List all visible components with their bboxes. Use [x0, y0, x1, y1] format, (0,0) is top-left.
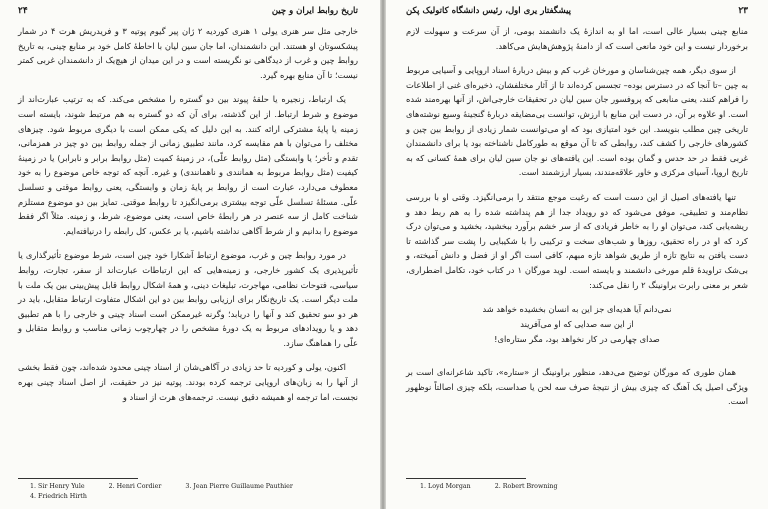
footnote-r1: 1. Loyd Morgan [420, 483, 471, 490]
right-footnotes [420, 482, 750, 492]
right-closing-body [406, 365, 748, 409]
poem-line-3: صدای چهارمی در کار نخواهد بود، مگر ستاره‌ای! [494, 334, 660, 345]
right-page [386, 0, 768, 509]
left-paragraph-4: اکنون، یولی و کوردیه تا حد زیادی در آگاهی‌شان از اسناد چینی محدود شده‌اند، چون فقط بخشی از آنها را به زبان‌های اروپایی ترجمه کرده بودند. پوتیه نیز در حقیقت، از اصل اسناد چینی بهره نجست، اما ترجمه او همیشه دقیق نیست. ترجمه‌های هرت از اسناد و [18, 362, 358, 402]
left-page-number: ۲۴ [18, 6, 28, 16]
left-page-header [18, 6, 358, 20]
footnote-2: 2. Henri Cordier [108, 483, 162, 490]
poem-line-1: نمی‌دانم آیا هدیه‌ای جز این به انسان بخشیده خواهد شد [482, 304, 672, 315]
poem-line-2: از این سه صدایی که او می‌آفریند [520, 319, 634, 330]
right-page-body [406, 24, 748, 292]
right-page-number: ۲۳ [738, 6, 748, 16]
left-page [0, 0, 380, 509]
left-running-head: تاریخ روابط ایران و چین [271, 6, 358, 16]
right-paragraph-2: از سوی دیگر، همه چین‌شناسان و مورخان غرب کم و بیش دربارهٔ اسناد اروپایی و آسیایی مربوط به چین –تا آنجا که در دسترس بوده– تجسس کرده‌اند تا از آثار مختلفشان، ذخیره‌ای غنی از اطلاعات را فراهم کنند، یعنی منابعی که پروفسور جان سین لیان در تحقیقات خارجی‌اش، از آنها بهره‌مند شده است. او علاوه بر آن، در دست این منابع با ارزش، توانست بی‌مضایقه دربارهٔ گنجینهٔ وسیع نوشته‌های تاریخی چین مطلب بنویسد. این خود امتیازی بود که او می‌توانست شمار زیادی از روابط بین چین و کشورهای خارجی را کشف کند، روابطی که تا آن موقع به طورکامل ناشناخته بود یا برای دانشمندان غربی فقط در حد حدس و گمان بوده است. این یافته‌های نو جان سین لیان برای همهٔ کسانی که به تاریخ اروپا، آسیای مرکزی و خاور علاقه‌مندند، بسیار ارزشمند است. [406, 65, 748, 178]
left-page-body [18, 24, 358, 404]
right-paragraph-3: تنها یافته‌های اصیل از این دست است که رغبت موجع منتقد را برمی‌انگیزد. وقتی او با بررسی نظام‌مند و تطبیقی، موفق می‌شود که دو رویداد جدا از هم پنداشته شده را به هم ربط دهد و ریشه‌یابی کند، می‌توان او را به خاطر فریادی که از سر خشم برآورد ببخشید، بخشید و می‌توان درک کرد که او در راه تحقیق، روزها و شب‌های سخت و ترکیبی را با شکیبایی را پشت سر گذاشته تا دست یافتن به نتایج تازه از طریق شواهد تازه مبهم، کافی است اگر او از فضل و دانش آمیخته، و بی‌شک تراویدهٔ قلم مورخی دانشمند و بایسته است. لوید مورگان ۱ در کتاب خود، تکامل اضطراری، شعر بر معنی رابرت براونینگ ۲ را نقل می‌کند: [406, 191, 748, 290]
footnote-1: 1. Sir Henry Yule [30, 483, 85, 490]
left-footnotes [30, 482, 360, 502]
left-footnote-rule [18, 478, 138, 479]
right-paragraph-1: منابع چینی بسیار عالی است، اما او به اندازهٔ یک دانشمند بومی، از آن سرعت و سهولت لازم برخوردار نیست و این خود مانعی است که از دامنهٔ پژوهش‌هایش می‌کاهد. [406, 26, 748, 51]
right-closing-paragraph: همان طوری که مورگان توضیح می‌دهد، منظور براونینگ از «ستاره»، تاکید شاعرانه‌ای است بر ویژگی اصیل یک آهنگ که چیزی بیش از نتیجهٔ صرف سه لحن یا صداست، بلکه چیزی اصالتاً نوظهور است. [406, 367, 748, 407]
right-footnote-rule [406, 478, 526, 479]
left-paragraph-2: یک ارتباط، زنجیره یا حلقهٔ پیوند بین دو گستره را مشخص می‌کند. که به ترتیب عبارت‌اند از موضوع و شرط ارتباط. از این گذشته، برای آن که دو گستره به هم مرتبط شوند، بایسته است زمینه یا پایهٔ مشترکی ارائه کنند. به این دلیل که یکی ممکن است با دیگری مربوط شود. چیزهای مختلف را می‌توان با هم مقایسه کرد، مانند تطبیق زمانی از جمله روابط بین دو چیز در همزمانی، تقدم و تأخر؛ یا وابستگی (مثل روابط علّی)، در زمینهٔ کمیت (مثل روابط برابر و نابرابر) یا در زمینهٔ کیفیت (مثل روابط مربوط به همانندی و ناهمانندی) و غیره. آنچه که توجه خاص موضوع را به خود معطوف می‌دارد، عبارت است از روابط بر پایهٔ زمان و وابستگی، یعنی روابط موقتی و تسلسل علّی. مسئلهٔ تسلسل علّی توجه بیشتری برمی‌انگیزد تا روابط موقتی. تمایز بین دو موضوع مستلزم شناخت کامل از سه عنصر در هر رابطهٔ خاص است، یعنی موضوع، شرط، و زمینه. مثلاً اگر فقط موضوع را بدانیم و از شرط آگاهی نداشته باشیم، یا بر عکس، کل رابطه را درنیافته‌ایم. [18, 94, 358, 236]
left-paragraph-1: خارجی مثل سر هنری یولی ۱ هنری کوردیه ۲ ژان پیر گیوم پوتیه ۳ و فریدریش هرت ۴ در شمار پیشکسوتان او هستند. این دانشمندان، اما جان سین لیان با احاطهٔ کامل خود بر منابع چینی، به تاریخ روابط چین و غرب از دیدگاهی نو نگریسته است و در این میدان از هیچ‌یک از دانشمندان غربی کمتر نیست؛ تا آن منابع بهره گیرد. [18, 26, 359, 80]
footnote-3: 3. Jean Pierre Guillaume Pauthier [185, 483, 293, 490]
right-running-head: پیشگفتار یری اول، رئیس دانشگاه کاتولیک پکن [406, 6, 572, 16]
left-paragraph-3: در مورد روابط چین و غرب، موضوع ارتباط آشکارا خود چین است، شرط موضوع تأثیرگذاری یا تأثیرپذیری یک کشور خارجی، و زمینه‌هایی که این ارتباطات عبارت‌اند از سفر، تجارت، روابط سیاسی، فتوحات نظامی، مهاجرت، تبلیغات دینی، و همهٔ اشکال روابط قابل پیش‌بینی بین یک ملت با ملت دیگر است. یک تاریخ‌نگار برای ارزیابی روابط بین دو این اشکال متفاوت ارتباط متقابل، باید در هر دو سو تحقیق کند و آنها را دریابد؛ وگرنه غیرممکن است اسناد چینی و خارجی را با هم تطبیق دهد و یا رویدادهای مربوط به یک دورهٔ مشخص را در چهارچوب زمانی مناسب و روابط متقابل و علّی را هماهنگ سازد. [18, 250, 358, 348]
footnote-4: 4. Friedrich Hirth [30, 493, 87, 500]
footnote-r2: 2. Robert Browning [494, 483, 558, 490]
right-page-header [406, 6, 748, 20]
poem-block [406, 302, 748, 347]
